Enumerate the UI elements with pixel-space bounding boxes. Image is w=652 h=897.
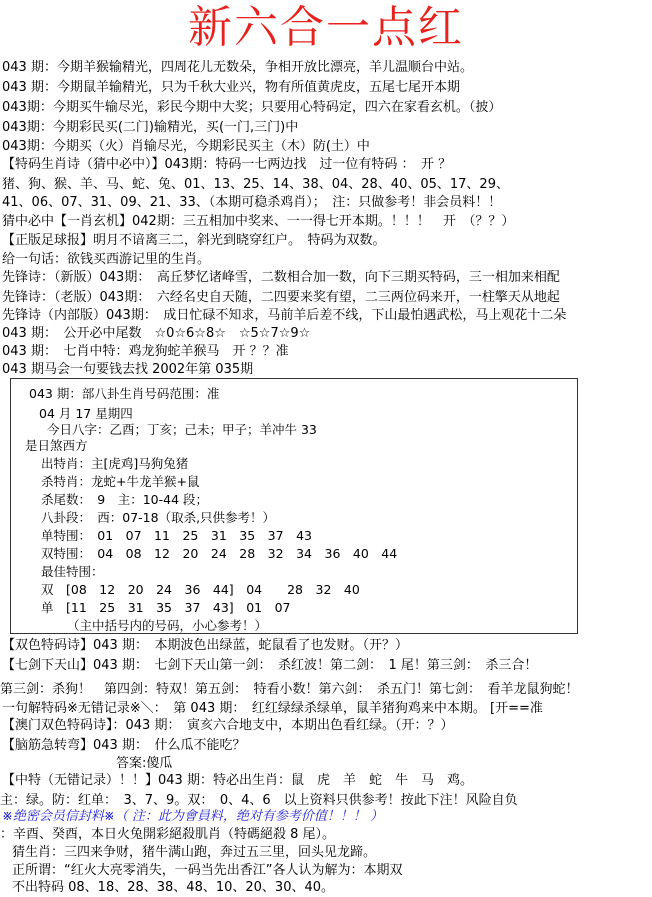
text-line: 先锋诗：（老版）043期： 六经名史自天随，二四要来奖有望，二三两位码来开，一柱擎天从地起	[2, 290, 560, 305]
text-line: 【澳门双色特码诗】：043 期： 寅亥六合地支中，本期出色看红绿。（开：？）	[2, 718, 454, 733]
box-line: 最佳特围：	[41, 564, 104, 579]
text-line: 先锋诗：（新版）043期： 高丘梦忆诸峰雪，二数相合加一数，向下三期买特码，三一相加来相配	[2, 270, 560, 285]
text-line: 043 期马会一句要钱去找 2002年第 035期	[2, 362, 254, 377]
box-line: 043 期：部八卦生肖号码范围：准	[29, 386, 220, 401]
box-line: 单 [11 25 31 35 37 43] 01 07	[41, 600, 291, 615]
text-line: ※绝密会员信封料※（ 注：此为會員料，绝对有参考价值！！！ ）	[2, 809, 384, 824]
text-line: 给一句话：欲钱买西游记里的生肖。	[2, 252, 211, 267]
text-line: 先锋诗（内部版）043期： 成日忙碌不知求，马前羊后差不线，下山最怕遇武松，马上观花十二朵	[2, 308, 567, 323]
page-title: 新六合一点红	[188, 2, 464, 53]
text-line: 043 期： 公开必中尾数 ☆0☆6☆8☆ ☆5☆7☆9☆	[2, 326, 311, 341]
text-line: 【七剑下天山】043 期： 七剑下天山第一剑： 杀红波！第二剑： 1 尾！第三剑： 杀三合！	[2, 658, 538, 673]
text-line: 一句解特码※无错记录※＼： 第 043 期： 红红绿绿杀绿单，鼠羊猪狗鸡来中本期。 [开==准	[2, 701, 543, 716]
box-line: 是日煞西方	[25, 438, 88, 453]
text-line: 【中特（无错记录）！！】043 期：特必出生肖：鼠 虎 羊 蛇 牛 马 鸡。	[2, 773, 473, 788]
text-line: 【脑筋急转弯】043 期： 什么瓜不能吃？	[2, 738, 246, 753]
text-line: 答案:傻瓜	[116, 756, 173, 771]
text-line: 主：绿。防：红单： 3、7、9。双： 0、4、6 以上资料只供参考！按此下注！风险自负	[0, 793, 518, 808]
text-line: 043期：今期彩民买(二门)输精光，买(一门,三门)中	[2, 120, 299, 135]
box-line: 双 [08 12 20 24 36 44] 04 28 32 40	[41, 582, 360, 597]
text-line: ：辛酉、癸酉，本日火兔開彩絕殺肌肖（特碼絕殺 8 尾）。	[0, 827, 336, 842]
text-line: 【双色特码诗】043 期： 本期波色出绿蓝，蛇鼠看了也发财。（开？）	[2, 638, 408, 653]
text-line: 043 期： 七肖中特：鸡龙狗蛇羊猴马 开 ？？准	[2, 344, 289, 359]
text-line: 猜中必中【一肖玄机】042期：三五相加中奖来、一一得七开本期。！！！ 开 （？？）	[2, 214, 515, 229]
box-line: 04 月 17 星期四	[39, 406, 133, 421]
box-line: 双特围： 04 08 12 20 24 28 32 34 36 40 44	[41, 546, 398, 561]
zodiac-range-box	[10, 378, 578, 634]
box-line: 杀尾数： 9 主：10-44 段；	[41, 492, 208, 507]
box-line: 八卦段： 西：07-18（取杀,只供参考！）	[41, 510, 276, 525]
text-line: 猪、狗、猴、羊、马、蛇、兔、01、13、25、14、38、04、28、40、05、17、29、	[2, 177, 509, 192]
text-line: 正所谓：“红火大亮零消失，一码当先出香江”各人认为解为：本期双	[12, 863, 403, 878]
box-line: 单特围： 01 07 11 25 31 35 37 43	[41, 528, 312, 543]
text-line: 不出特码 08、18、28、38、48、10、20、30、40。	[12, 880, 335, 895]
text-line: 043 期：今期羊猴输精光，四周花儿无数朵，争相开放比漂亮，羊儿温顺台中站。	[2, 60, 473, 75]
text-line: 41、06、07、31、09、21、33、（本期可稳杀鸡肖）； 注：只做参考！非会员料！！	[2, 195, 502, 210]
text-line: 第三剑：杀狗！ 第四剑：特双！第五剑： 特看小数！第六剑： 杀五门！第七剑： 看羊龙鼠狗蛇！	[0, 682, 579, 697]
text-line: 猜生肖：三四来争财，猪牛满山跑，奔过五三里，回头见龙蹄。	[12, 845, 377, 860]
text-line: 043期：今期买牛输尽光，彩民今期中大奖；只要用心特码定，四六在家看玄机。（披）	[2, 100, 502, 115]
text-line: 043期：今期买（火）肖输尽光，今期彩民买主（木）防(土）中	[2, 139, 370, 154]
box-line: 出特肖：主[虎鸡]马狗兔猪	[41, 456, 189, 471]
box-line: 今日八字：乙酉；丁亥；己未；甲子；羊冲牛 33	[47, 422, 317, 437]
text-line: 043 期：今期鼠羊输精光，只为千秋大业兴，物有所值黄虎皮，五尾七尾开本期	[2, 80, 460, 95]
box-line: （主中括号内的号码，小心参考！）	[67, 618, 268, 633]
text-line: 【特码生肖诗（猜中必中）】043期：特码一七两边找 过一位有特码 ： 开 ？	[2, 157, 452, 172]
box-line: 杀特肖：龙蛇+牛龙羊猴+鼠	[41, 474, 200, 489]
text-line: 【正版足球报】明月不谙离三二，斜光到晓穿红户。 特码为双数。	[2, 233, 386, 248]
